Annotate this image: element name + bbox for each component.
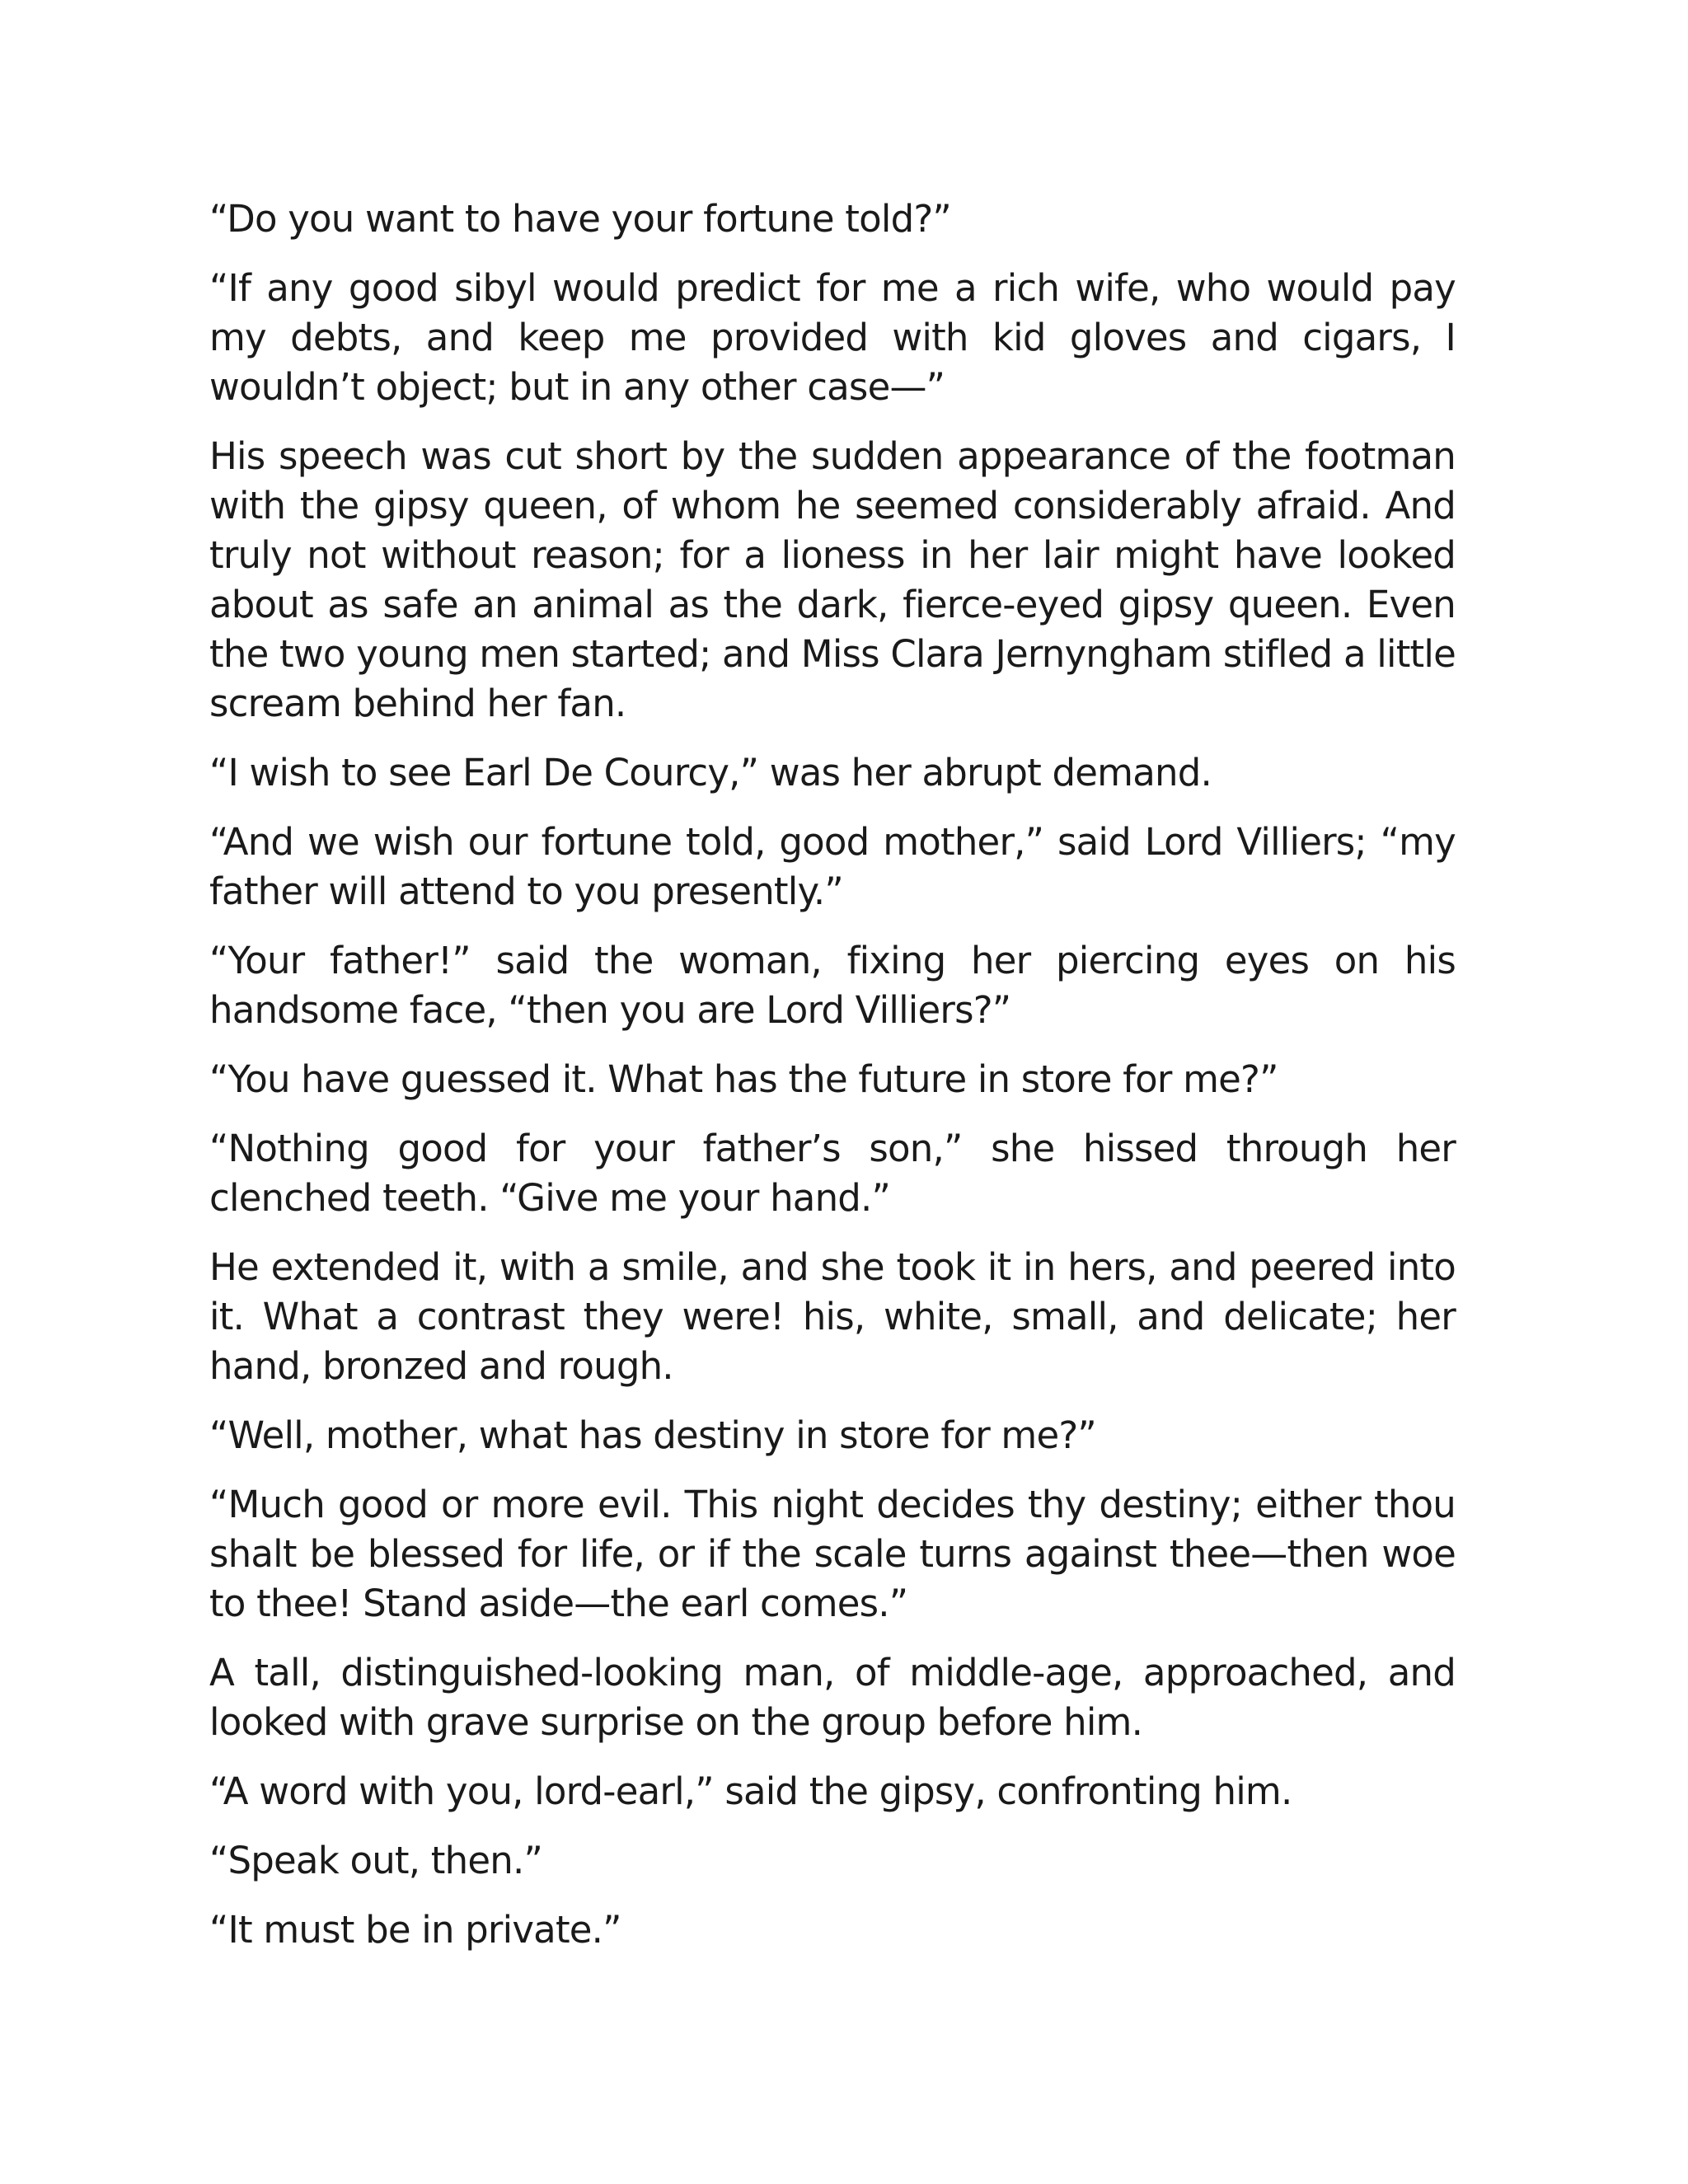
paragraph-in-private: “It must be in private.” <box>209 1908 621 1952</box>
paragraph-gipsy-arrival: His speech was cut short by the sudden appearance of the footman with the gipsy queen, of whom he seemed considerably afraid. And truly not without reason; for a lioness in her lair might have looked about as safe an animal as the dark, fierce-eyed gipsy queen. Even the two young men started; and Miss Clara Jernyngham stifled a little scream behind her fan. <box>209 434 1456 725</box>
paragraph-fortune-question: “Do you want to have your fortune told?” <box>209 197 951 241</box>
paragraph-destiny-question: “Well, mother, what has destiny in store for me?” <box>209 1413 1096 1457</box>
paragraph-word-with-you: “A word with you, lord-earl,” said the gipsy, confronting him. <box>209 1769 1292 1813</box>
paragraph-sibyl-reply: “If any good sibyl would predict for me a rich wife, who would pay my debts, and keep me provided with kid gloves and cigars, I wouldn’t object; but in any other case—” <box>209 266 1456 409</box>
paragraph-prophecy: “Much good or more evil. This night decides thy destiny; either thou shalt be blessed for life, or if the scale turns against thee—then woe to thee! Stand aside—the earl comes.” <box>209 1483 1456 1625</box>
paragraph-hand-contrast: He extended it, with a smile, and she took it in hers, and peered into it. What a contrast they were! his, white, small, and delicate; her hand, bronzed and rough. <box>209 1245 1456 1388</box>
paragraph-earl-approaches: A tall, distinguished-looking man, of middle-age, approached, and looked with grave surprise on the group before him. <box>209 1651 1456 1744</box>
paragraph-your-father: “Your father!” said the woman, fixing her piercing eyes on his handsome face, “then you are Lord Villiers?” <box>209 939 1456 1032</box>
book-page <box>209 194 1456 1975</box>
paragraph-guessed-it: “You have guessed it. What has the future in store for me?” <box>209 1057 1278 1101</box>
paragraph-nothing-good: “Nothing good for your father’s son,” she hissed through her clenched teeth. “Give me your hand.” <box>209 1127 1456 1220</box>
paragraph-speak-out: “Speak out, then.” <box>209 1839 542 1882</box>
paragraph-earl-demand: “I wish to see Earl De Courcy,” was her abrupt demand. <box>209 751 1212 794</box>
paragraph-villiers-request: “And we wish our fortune told, good mother,” said Lord Villiers; “my father will attend to you presently.” <box>209 820 1456 913</box>
